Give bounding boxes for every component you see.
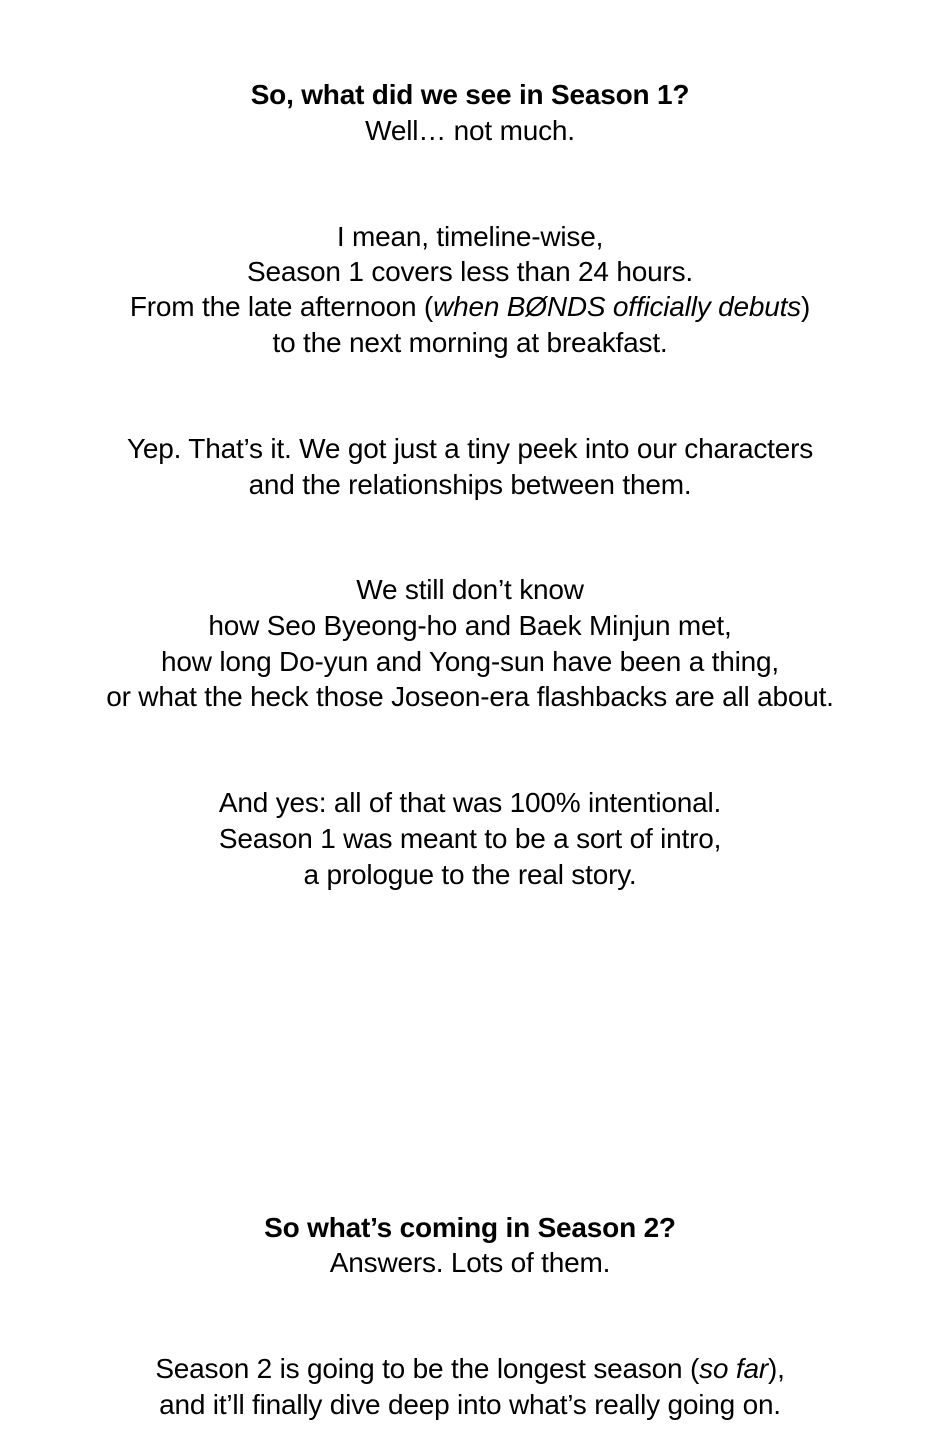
- timeline-line-2: Season 1 covers less than 24 hours.: [247, 256, 693, 287]
- unknowns-line-3: how long Do-yun and Yong-sun have been a thing,: [161, 646, 779, 677]
- intent-line-2: Season 1 was meant to be a sort of intro,: [218, 823, 722, 854]
- timeline-line-3-pre: From the late afternoon (: [129, 291, 434, 322]
- intent-line-3: a prologue to the real story.: [303, 859, 637, 890]
- timeline-line-4: to the next morning at breakfast.: [272, 327, 668, 358]
- season2-subheading: Answers. Lots of them.: [329, 1247, 611, 1278]
- timeline-line-3: [0, 289, 940, 325]
- unknowns-line-2: how Seo Byeong-ho and Baek Minjun met,: [208, 610, 732, 641]
- timeline-line-3-post: ): [800, 291, 811, 322]
- longest-line-1-emphasis: so far: [699, 1353, 768, 1384]
- longest-line-2: and it’ll finally dive deep into what’s really going on.: [159, 1389, 781, 1420]
- timeline-line-1: I mean, timeline-wise,: [336, 221, 604, 252]
- season1-heading: So, what did we see in Season 1?: [250, 79, 690, 110]
- unknowns-line-4: or what the heck those Joseon-era flashbacks are all about.: [106, 681, 834, 712]
- longest-line-1: [0, 1351, 940, 1387]
- peek-line-2: and the relationships between them.: [248, 469, 692, 500]
- longest-line-1-pre: Season 2 is going to be the longest season (: [155, 1353, 700, 1384]
- longest-line-1-post: ),: [767, 1353, 785, 1384]
- season2-heading: So what’s coming in Season 2?: [264, 1212, 676, 1243]
- peek-line-1: Yep. That’s it. We got just a tiny peek into our characters: [127, 433, 813, 464]
- timeline-line-3-emphasis: when BØNDS officially debuts: [433, 291, 801, 322]
- season1-subheading: Well… not much.: [365, 115, 575, 146]
- intent-line-1: And yes: all of that was 100% intentional.: [218, 787, 722, 818]
- unknowns-line-1: We still don’t know: [356, 574, 584, 605]
